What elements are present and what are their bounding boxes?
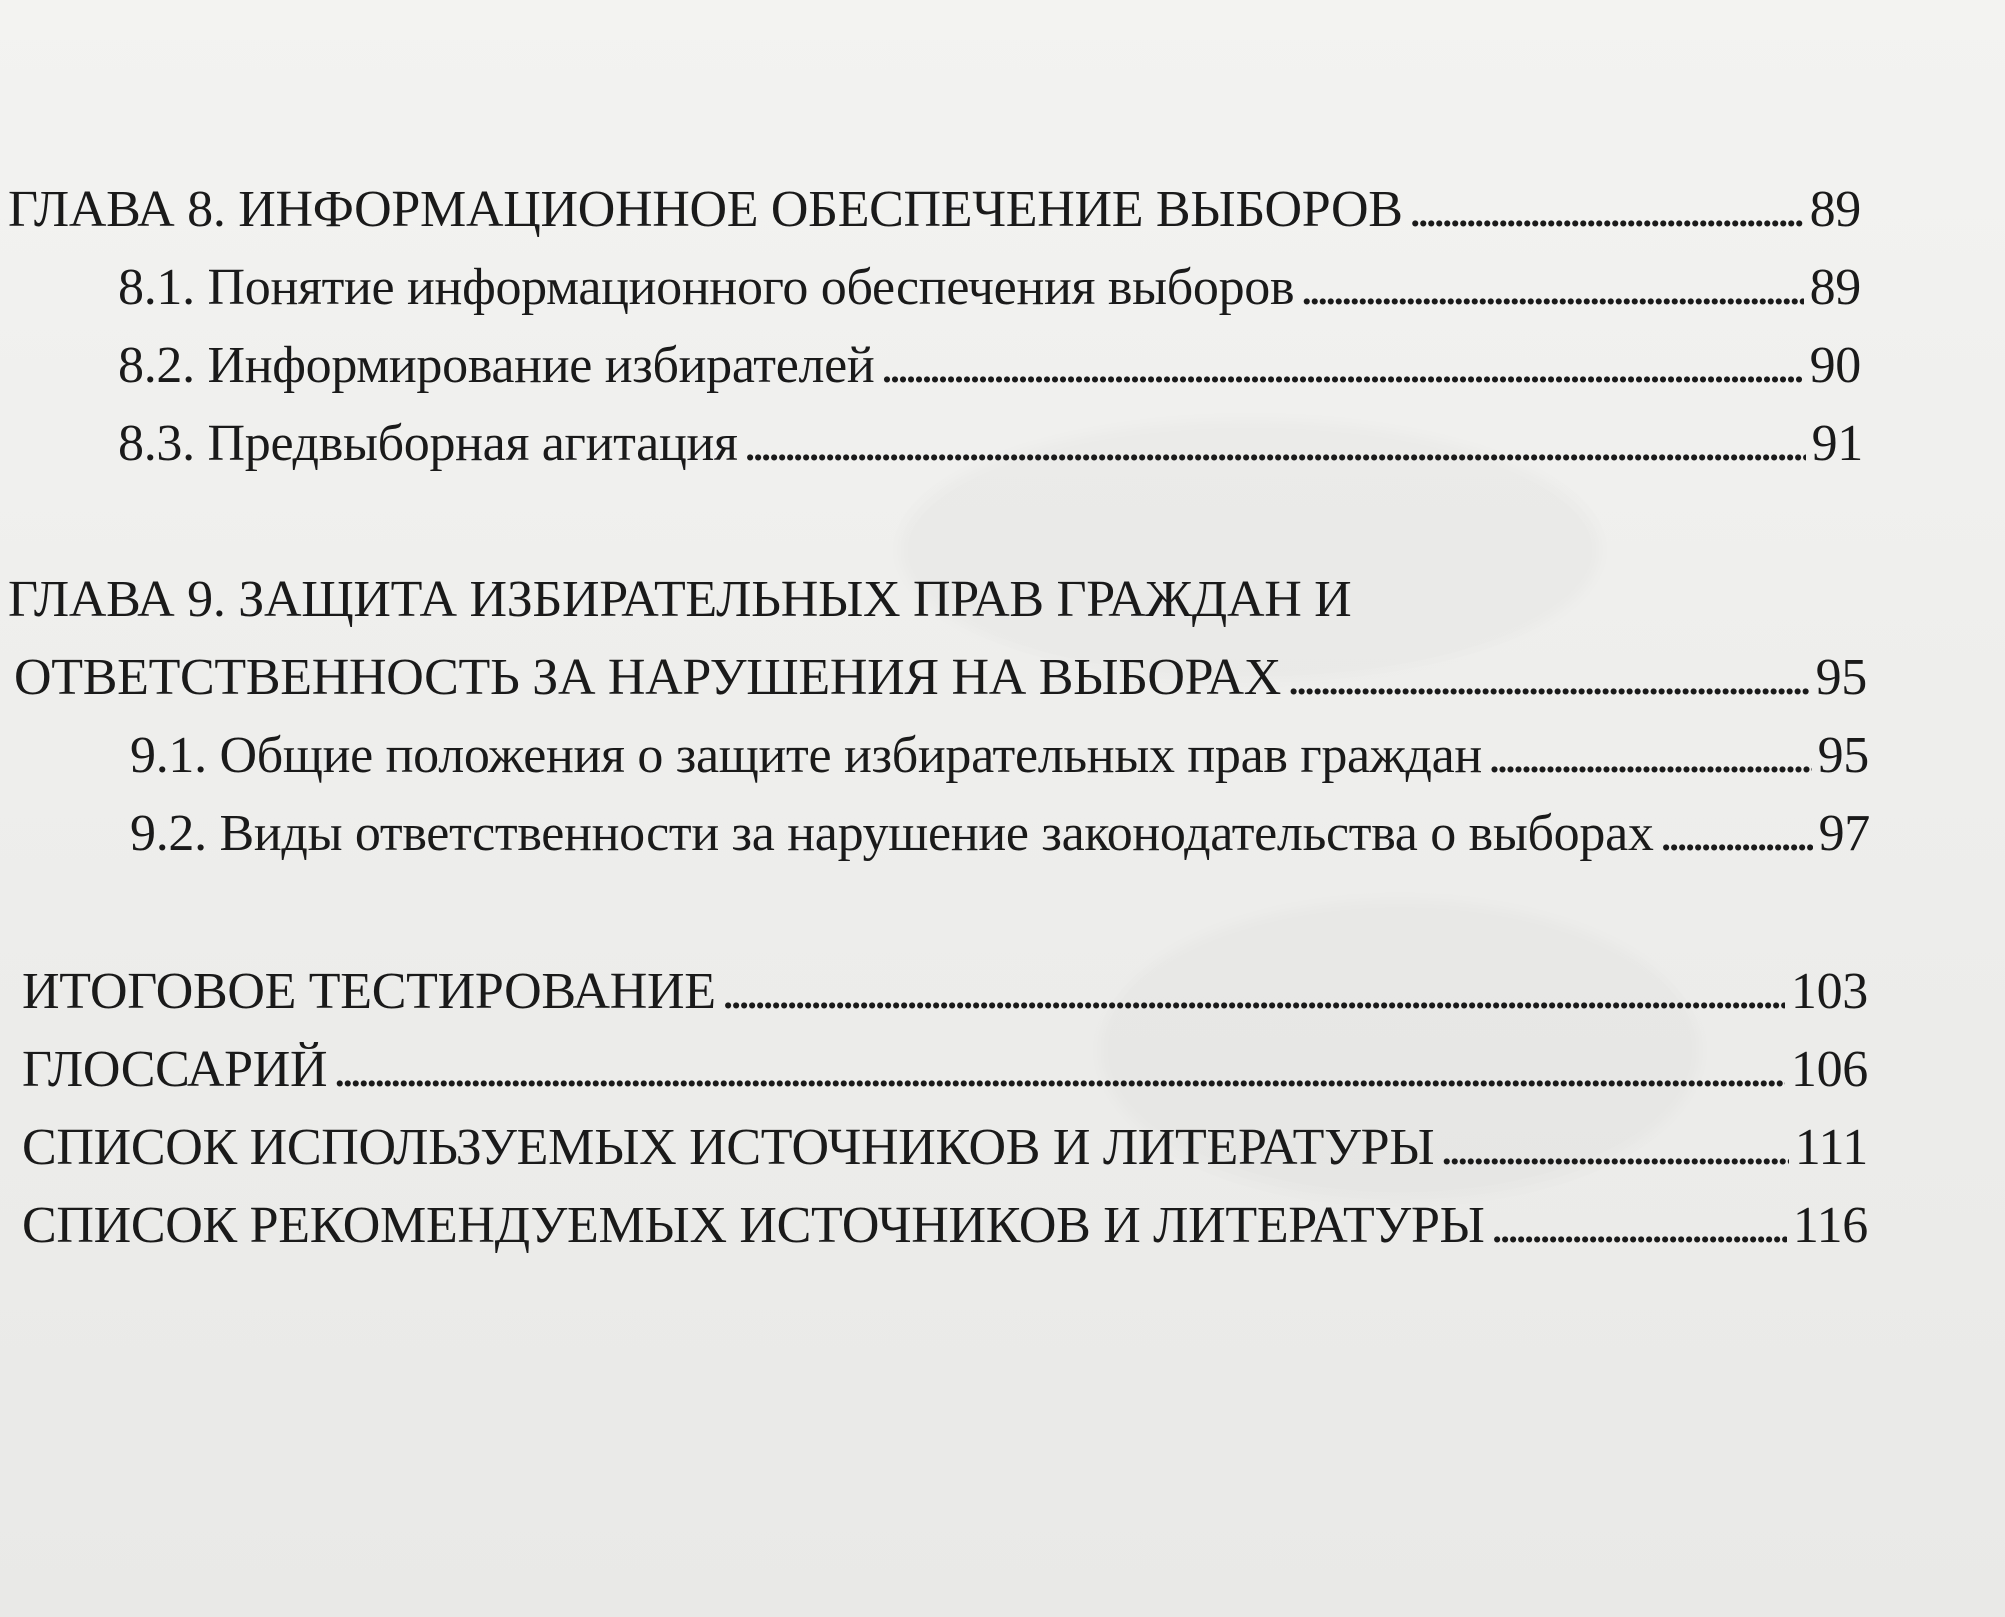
toc-entry-page: 95	[1815, 649, 1867, 706]
toc-entry-title: ГЛОССАРИЙ	[22, 1041, 328, 1098]
dot-leader	[1491, 1200, 1787, 1252]
dot-leader	[333, 1044, 1785, 1096]
toc-entry-section-9-1[interactable]	[130, 727, 1869, 784]
toc-entry-page: 106	[1790, 1041, 1868, 1098]
toc-entry-title: 8.1. Понятие информационного обеспечения выборов	[118, 259, 1295, 316]
toc-entry-page: 89	[1809, 259, 1861, 316]
toc-entry-title: 9.2. Виды ответственности за нарушение законодательства о выборах	[130, 805, 1654, 862]
toc-entry-page: 116	[1792, 1197, 1868, 1254]
dot-leader	[1440, 1122, 1788, 1174]
toc-entry-page: 97	[1818, 805, 1870, 862]
toc-entry-page: 90	[1809, 337, 1861, 394]
toc-entry-title: 9.1. Общие положения о защите избирательных прав граждан	[130, 727, 1482, 784]
toc-entry-page: 91	[1811, 415, 1863, 472]
toc-entry-chapter-8[interactable]	[8, 181, 1861, 238]
toc-entry-section-8-1[interactable]	[118, 259, 1861, 316]
toc-entry-final-test[interactable]	[22, 963, 1868, 1020]
dot-leader	[1287, 652, 1810, 704]
toc-entry-page: 103	[1790, 963, 1868, 1020]
dot-leader	[1488, 730, 1812, 782]
toc-entry-title: СПИСОК РЕКОМЕНДУЕМЫХ ИСТОЧНИКОВ И ЛИТЕРАТУРЫ	[22, 1197, 1485, 1254]
toc-entry-title: ГЛАВА 8. ИНФОРМАЦИОННОЕ ОБЕСПЕЧЕНИЕ ВЫБОРОВ	[8, 181, 1403, 238]
toc-entry-page: 111	[1794, 1119, 1868, 1176]
dot-leader	[880, 340, 1803, 392]
toc-entry-chapter-9[interactable]	[14, 649, 1867, 706]
toc-entry-chapter-9-line-1[interactable]	[8, 571, 1352, 628]
dot-leader	[1660, 808, 1813, 860]
toc-entry-page: 95	[1817, 727, 1869, 784]
toc-entry-title: 8.3. Предвыборная агитация	[118, 415, 738, 472]
toc-entry-title: ГЛАВА 9. ЗАЩИТА ИЗБИРАТЕЛЬНЫХ ПРАВ ГРАЖДАН И	[8, 571, 1352, 628]
toc-entry-sources-recommended[interactable]	[22, 1197, 1868, 1254]
toc-entry-title: 8.2. Информирование избирателей	[118, 337, 875, 394]
toc-entry-title: СПИСОК ИСПОЛЬЗУЕМЫХ ИСТОЧНИКОВ И ЛИТЕРАТУРЫ	[22, 1119, 1435, 1176]
toc-entry-section-8-3[interactable]	[118, 415, 1863, 472]
dot-leader	[744, 418, 1806, 470]
toc-entry-page: 89	[1809, 181, 1861, 238]
toc-entry-section-8-2[interactable]	[118, 337, 1861, 394]
toc-entry-glossary[interactable]	[22, 1041, 1868, 1098]
toc-entry-section-9-2[interactable]	[130, 805, 1870, 862]
dot-leader	[1300, 262, 1803, 314]
dot-leader	[722, 966, 1785, 1018]
toc-entry-title: ИТОГОВОЕ ТЕСТИРОВАНИЕ	[22, 963, 716, 1020]
dot-leader	[1409, 184, 1804, 236]
toc-entry-title: ОТВЕТСТВЕННОСТЬ ЗА НАРУШЕНИЯ НА ВЫБОРАХ	[14, 649, 1282, 706]
toc-entry-sources-used[interactable]	[22, 1119, 1868, 1176]
